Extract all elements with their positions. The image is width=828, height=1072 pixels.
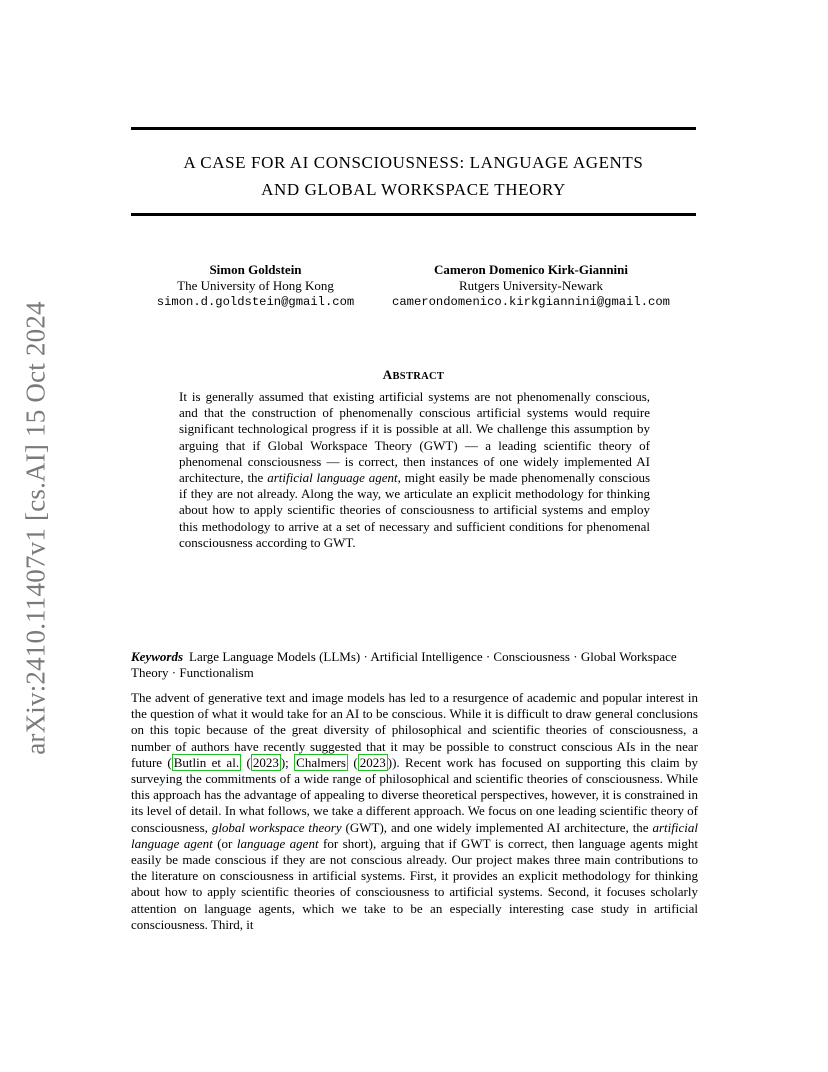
keywords-section [131,649,696,681]
citation-link[interactable]: Butlin et al. [173,754,240,770]
arxiv-sidebar [10,293,62,763]
author-block-2 [381,262,681,310]
author-email[interactable]: simon.d.goldstein@gmail.com [156,295,355,309]
body-text-part: ); [280,754,295,770]
author-affiliation: The University of Hong Kong [177,278,334,293]
title-line-2: AND GLOBAL WORKSPACE THEORY [261,180,566,199]
abstract-emphasis: artificial language agent [267,470,398,486]
citation-year-link[interactable]: 2023 [252,754,279,770]
abstract-heading-initial: A [382,367,393,382]
abstract-heading-rest: BSTRACT [392,371,445,382]
citation-link[interactable]: Chalmers [296,754,346,770]
body-text-part: The advent of generative text and image models has led to a resurgence of academic and popular interest in the question of what it would take for an AI to be conscious. While it is difficult to draw general conclusions on this topic because of the great diversity of philosophical and scientific theories of consciousness, a number of authors have recently suggested that it may be possible to construct conscious AIs in the near future ( [131,690,698,770]
body-emphasis: language agent [236,835,319,851]
author-affiliation: Rutgers University-Newark [458,278,604,293]
keywords-list: Large Language Models (LLMs) · Artificial Intelligence · Consciousness · Global Workspace Theory · Functionalism [131,649,677,681]
body-text-part: (GWT), and one widely implemented AI architecture, the [341,819,653,835]
abstract-heading [131,367,696,383]
title-line-1: A CASE FOR AI CONSCIOUSNESS: LANGUAGE AGENTS [183,153,644,172]
author-email[interactable]: camerondomenico.kirkgiannini@gmail.com [392,295,670,309]
body-emphasis: global workspace theory [211,819,342,835]
keywords-label: Keywords [131,649,183,664]
author-name: Simon Goldstein [209,262,302,277]
body-text-part: for short), arguing that if GWT is correct, then language agents might easily be made conscious if they are not conscious already. Our project makes three main contributions to the literature on consciousness in artificial systems. First, it provides an explicit methodology for thinking about how to apply scientific theories of consciousness to artificial systems. Second, it focuses scholarly attention on language agents, which we take to be an especially interesting case study in artificial consciousness. Third, it [131,835,698,932]
abstract-text [179,389,650,551]
abstract-text-part: , might easily be made phenomenally conscious if they are not already. Along the way, we articulate an explicit methodology for thinking about how to apply scientific theories of consciousness to artificial systems and employ this methodology to arrive at a set of necessary and sufficient conditions for phenomenal consciousness according to GWT. [179,470,651,550]
title-top-rule [131,127,696,130]
author-name: Cameron Domenico Kirk-Giannini [433,262,629,277]
arxiv-identifier: arXiv:2410.11407v1 [cs.AI] 15 Oct 2024 [20,301,51,755]
paper-title [131,149,696,203]
introduction-paragraph: The advent of generative text and image models has led to a resurgence of academic and popular interest in the question of what it would take for an AI to be conscious. While it is difficult to draw general conclusions on this topic because of the great diversity of philosophical and scientific theories of consciousness, a number of authors have recently suggested that it may be possible to construct conscious AIs in the near future ( Butlin et al. ( 2023 ); Chalmers ( 2023 )). Recent work has focused on supporting this claim by surveying the commitments of a wide range of philosophical and scientific theories of consciousness. While this approach has the advantage of appealing to diverse theoretical perspectives, however, it is constrained in its level of detail. In what follows, we take a different approach. We focus on one leading scientific theory of consciousness, global workspace theory (GWT), and one widely implemented AI architecture, the artificial language agent (or language agent for short), arguing that if GWT is correct, then language agents might easily be made conscious if they are not conscious already. Our project makes three main contributions to the literature on consciousness in artificial systems. First, it provides an explicit methodology for thinking about how to apply scientific theories of consciousness to artificial systems. Second, it focuses scholarly attention on language agents, which we take to be an especially interesting case study in artificial consciousness. Third, it [131,690,698,932]
author-block-1 [148,262,363,310]
body-text-part: ). Recent work has focused on supporting this claim by surveying the commitments of a wide range of philosophical and scientific theories of consciousness. While this approach has the advantage of appealing to diverse theoretical perspectives, however, it is constrained in its level of detail. In what follows, we take a different approach. We focus on one leading scientific theory of consciousness, [131,754,698,835]
body-emphasis: artificial language agent [131,819,698,851]
citation-year-link[interactable]: 2023 [359,754,386,770]
abstract-text-part: It is generally assumed that existing artificial systems are not phenomenally conscious, and that the construction of phenomenally conscious artificial systems would require significant technological progress if it is possible at all. We challenge this assumption by arguing that if Global Workspace Theory (GWT) — a leading scientific theory of phenomenal consciousness — is correct, then instances of one widely implemented AI architecture, the [179,389,650,486]
title-bottom-rule [131,213,696,216]
body-text-part: (or [212,835,237,851]
